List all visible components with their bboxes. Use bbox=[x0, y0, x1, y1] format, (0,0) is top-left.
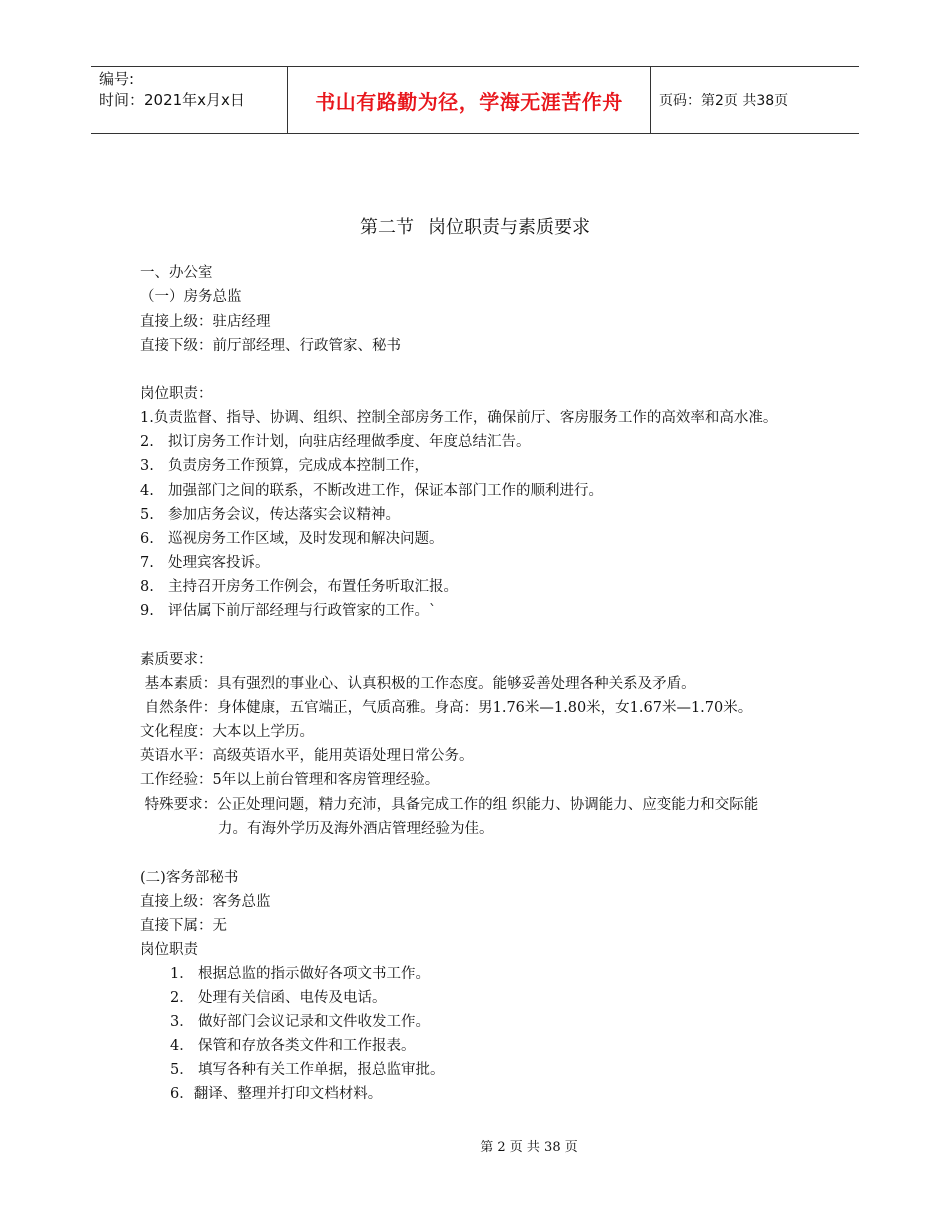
section-title-number: 第二节 bbox=[360, 217, 414, 238]
duty-item bbox=[140, 601, 436, 621]
duty-item bbox=[170, 1012, 430, 1032]
duty-text: 评估属下前厅部经理与行政管家的工作。` bbox=[168, 603, 437, 619]
duty-number: 7. bbox=[140, 555, 154, 571]
sub1-heading: （一）房务总监 bbox=[140, 289, 242, 305]
duty-text: 填写各种有关工作单据，报总监审批。 bbox=[198, 1062, 445, 1078]
duty-item bbox=[140, 505, 400, 525]
duty-number: 4． bbox=[170, 1038, 194, 1054]
duty-item bbox=[140, 553, 270, 573]
quality-special-continued: 力。有海外学历及海外酒店管理经验为佳。 bbox=[218, 821, 494, 837]
sub2-superior: 直接上级：客务总监 bbox=[140, 894, 271, 910]
duty-number: 3． bbox=[170, 1014, 194, 1030]
header-page-cell bbox=[651, 67, 859, 133]
sub2-subordinate: 直接下属：无 bbox=[140, 918, 227, 934]
duty-number: 1． bbox=[170, 966, 194, 982]
duty-number: 9. bbox=[140, 603, 154, 619]
duty-item bbox=[140, 408, 777, 428]
duty-item bbox=[170, 964, 430, 984]
duty-number: 2. bbox=[140, 434, 154, 450]
duty-number: 1. bbox=[140, 410, 154, 426]
duty-item bbox=[140, 529, 444, 549]
page-footer: 第 2 页 共 38 页 bbox=[480, 1140, 578, 1155]
duty-text: 负责房务工作预算，完成成本控制工作， bbox=[168, 458, 429, 474]
sub1-duties-heading: 岗位职责： bbox=[140, 386, 213, 402]
duty-text: 拟订房务工作计划，向驻店经理做季度、年度总结汇告。 bbox=[168, 434, 531, 450]
duty-number: 5. bbox=[140, 507, 154, 523]
header-time: 时间：2021年x月x日 bbox=[99, 91, 245, 109]
duty-item bbox=[170, 1060, 445, 1080]
duty-text: 主持召开房务工作例会，布置任务听取汇报。 bbox=[168, 579, 458, 595]
duty-number: 5． bbox=[170, 1062, 194, 1078]
sub1-subordinate: 直接下级：前厅部经理、行政管家、秘书 bbox=[140, 338, 401, 354]
sub2-heading: (二)客务部秘书 bbox=[140, 870, 239, 886]
duty-item bbox=[140, 481, 603, 501]
duty-number: 4. bbox=[140, 483, 154, 499]
duty-item bbox=[140, 456, 429, 476]
quality-english: 英语水平：高级英语水平，能用英语处理日常公务。 bbox=[140, 748, 474, 764]
quality-education: 文化程度：大本以上学历。 bbox=[140, 724, 314, 740]
quality-experience: 工作经验：5年以上前台管理和客房管理经验。 bbox=[140, 772, 440, 788]
duty-text: 翻译、整理并打印文档材料。 bbox=[193, 1086, 383, 1102]
office-heading: 一、办公室 bbox=[140, 265, 213, 281]
section-title bbox=[0, 213, 950, 239]
header-number: 编号: bbox=[99, 70, 135, 88]
duty-text: 根据总监的指示做好各项文书工作。 bbox=[198, 966, 430, 982]
header-motto: 书山有路勤为径，学海无涯苦作舟 bbox=[315, 89, 623, 114]
duty-text: 保管和存放各类文件和工作报表。 bbox=[198, 1038, 416, 1054]
quality-basic: 基本素质：具有强烈的事业心、认真积极的工作态度。能够妥善处理各种关系及矛盾。 bbox=[140, 676, 696, 692]
page-header bbox=[91, 66, 859, 134]
duty-text: 加强部门之间的联系，不断改进工作，保证本部门工作的顺利进行。 bbox=[168, 483, 603, 499]
duty-item bbox=[170, 1036, 416, 1056]
section-title-text: 岗位职责与素质要求 bbox=[428, 217, 590, 238]
duty-text: 负责监督、指导、协调、组织、控制全部房务工作，确保前厅、客房服务工作的高效率和高水准。 bbox=[153, 410, 778, 426]
quality-heading: 素质要求： bbox=[140, 652, 213, 668]
quality-special: 特殊要求：公正处理问题，精力充沛，具备完成工作的组 织能力、协调能力、应变能力和交际能 bbox=[140, 797, 759, 813]
duty-item bbox=[140, 432, 531, 452]
sub1-superior: 直接上级：驻店经理 bbox=[140, 314, 271, 330]
duty-text: 做好部门会议记录和文件收发工作。 bbox=[198, 1014, 430, 1030]
sub2-duties-heading: 岗位职责 bbox=[140, 942, 198, 958]
duty-text: 参加店务会议，传达落实会议精神。 bbox=[168, 507, 400, 523]
duty-text: 处理有关信函、电传及电话。 bbox=[198, 990, 387, 1006]
duty-text: 处理宾客投诉。 bbox=[168, 555, 270, 571]
header-motto-cell bbox=[287, 67, 651, 133]
quality-physical: 自然条件：身体健康，五官端正，气质高雅。身高：男1.76米—1.80米，女1.67米—1.70米。 bbox=[140, 700, 753, 716]
duty-number: 3. bbox=[140, 458, 154, 474]
duty-number: 2． bbox=[170, 990, 194, 1006]
duty-item bbox=[170, 1084, 382, 1104]
duty-text: 巡视房务工作区域，及时发现和解决问题。 bbox=[168, 531, 444, 547]
duty-number: 8. bbox=[140, 579, 154, 595]
duty-number: 6. bbox=[140, 531, 154, 547]
duty-item bbox=[170, 988, 387, 1008]
header-meta bbox=[91, 67, 287, 133]
duty-number: 6． bbox=[170, 1086, 194, 1102]
duty-item bbox=[140, 577, 458, 597]
header-page-number: 页码：第2页 共38页 bbox=[659, 93, 789, 109]
